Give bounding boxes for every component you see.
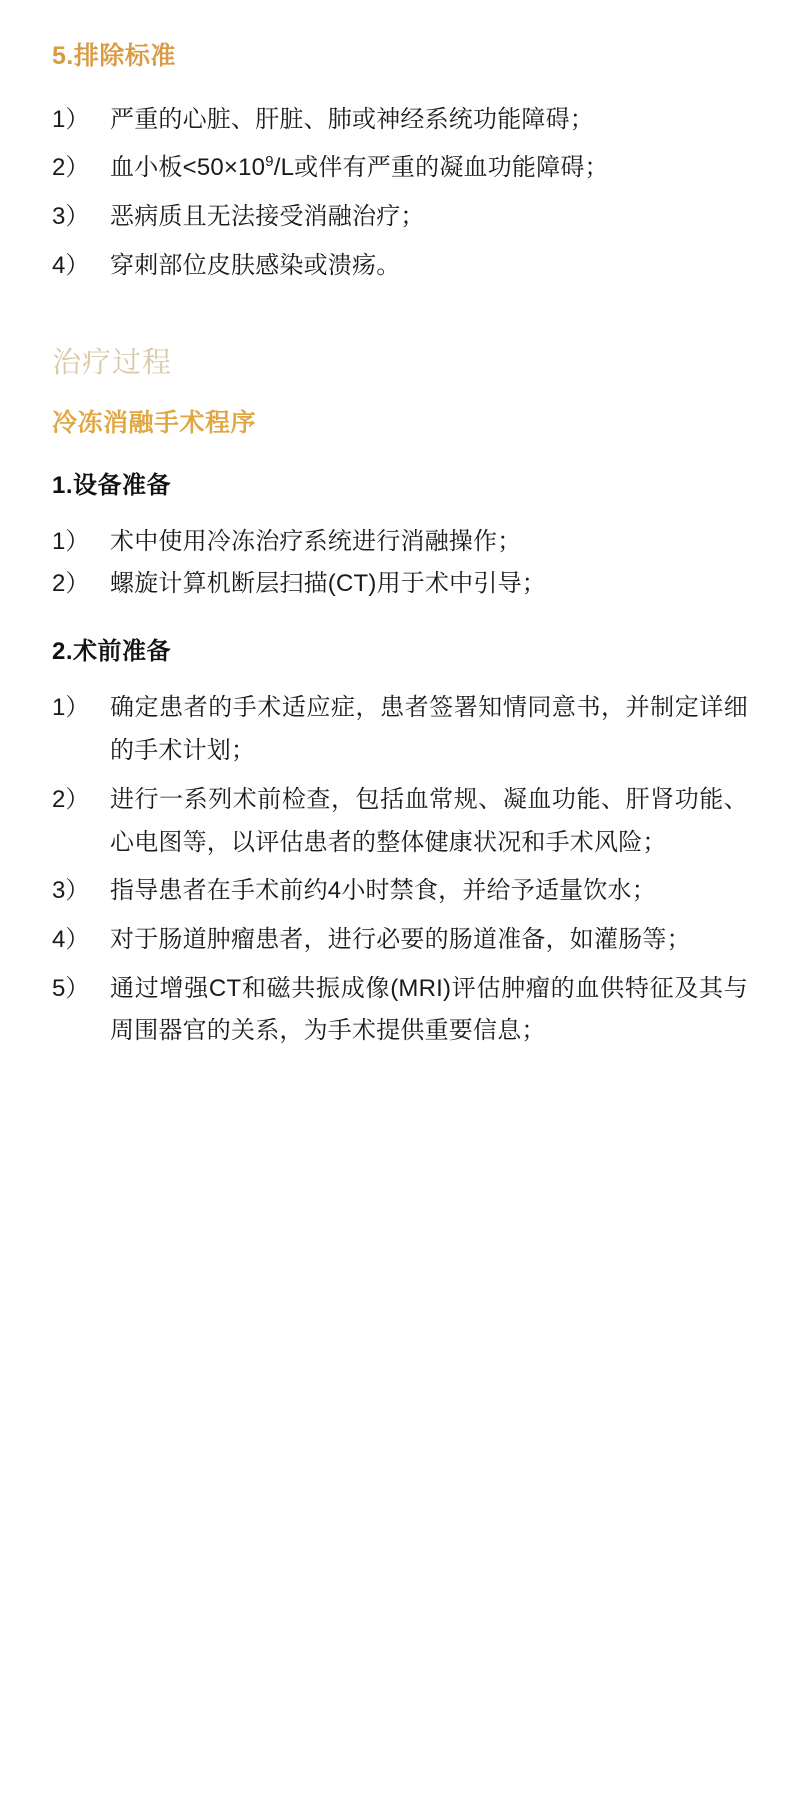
heading-preoperative-preparation: 2.术前准备 — [52, 638, 172, 666]
list-text: 严重的心脏、肝脏、肺或神经系统功能障碍； — [110, 105, 594, 133]
heading-equipment-preparation: 1.设备准备 — [52, 471, 172, 499]
heading-exclusion-criteria: 5.排除标准 — [52, 42, 176, 70]
list-marker: 2） — [52, 154, 90, 182]
list-marker: 2） — [52, 570, 90, 598]
list-text: 恶病质且无法接受消融治疗； — [110, 202, 425, 230]
heading-cryoablation-procedure: 冷冻消融手术程序 — [52, 409, 257, 438]
list-marker: 4） — [52, 251, 90, 279]
list-marker: 1） — [52, 105, 90, 133]
list-marker: 3） — [52, 877, 90, 905]
list-item — [52, 870, 748, 913]
list-text: 对于肠道肿瘤患者，进行必要的肠道准备，如灌肠等； — [110, 925, 691, 953]
list-text-post: /L或伴有严重的凝血功能障碍； — [273, 154, 609, 182]
list-text: 进行一系列术前检查，包括血常规、凝血功能、肝肾功能、心电图等，以评估患者的整体健康状况和手术风险； — [110, 785, 748, 856]
heading-treatment-process: 治疗过程 — [52, 347, 173, 380]
list-item — [52, 521, 748, 564]
list-item — [52, 919, 748, 962]
list-marker: 2） — [52, 785, 90, 813]
list-text: 确定患者的手术适应症，患者签署知情同意书，并制定详细的手术计划； — [110, 694, 748, 765]
list-item — [52, 563, 748, 606]
list-marker: 3） — [52, 202, 90, 230]
list-exclusion-criteria — [52, 99, 748, 288]
list-text: 指导患者在手术前约4小时禁食，并给予适量饮水； — [110, 877, 656, 905]
list-item — [52, 245, 748, 288]
list-text: 术中使用冷冻治疗系统进行消融操作； — [110, 527, 522, 555]
list-marker: 4） — [52, 925, 90, 953]
list-item — [52, 968, 748, 1053]
list-item — [52, 196, 748, 239]
list-preoperative-preparation — [52, 687, 748, 1053]
list-text: 穿刺部位皮肤感染或溃疡。 — [110, 251, 401, 279]
superscript-exponent: 9 — [265, 154, 274, 171]
list-marker: 1） — [52, 694, 90, 722]
list-item — [52, 147, 748, 190]
list-text — [110, 147, 748, 190]
list-marker: 5） — [52, 974, 90, 1002]
list-item — [52, 99, 748, 142]
list-text: 通过增强CT和磁共振成像(MRI)评估肿瘤的血供特征及其与周围器官的关系，为手术提供重要信息； — [110, 974, 748, 1045]
list-text-pre: 血小板<50×10 — [110, 154, 266, 182]
list-item — [52, 779, 748, 864]
list-marker: 1） — [52, 527, 90, 555]
list-text: 螺旋计算机断层扫描(CT)用于术中引导； — [110, 570, 546, 598]
list-equipment-preparation — [52, 521, 748, 606]
list-item — [52, 687, 748, 772]
